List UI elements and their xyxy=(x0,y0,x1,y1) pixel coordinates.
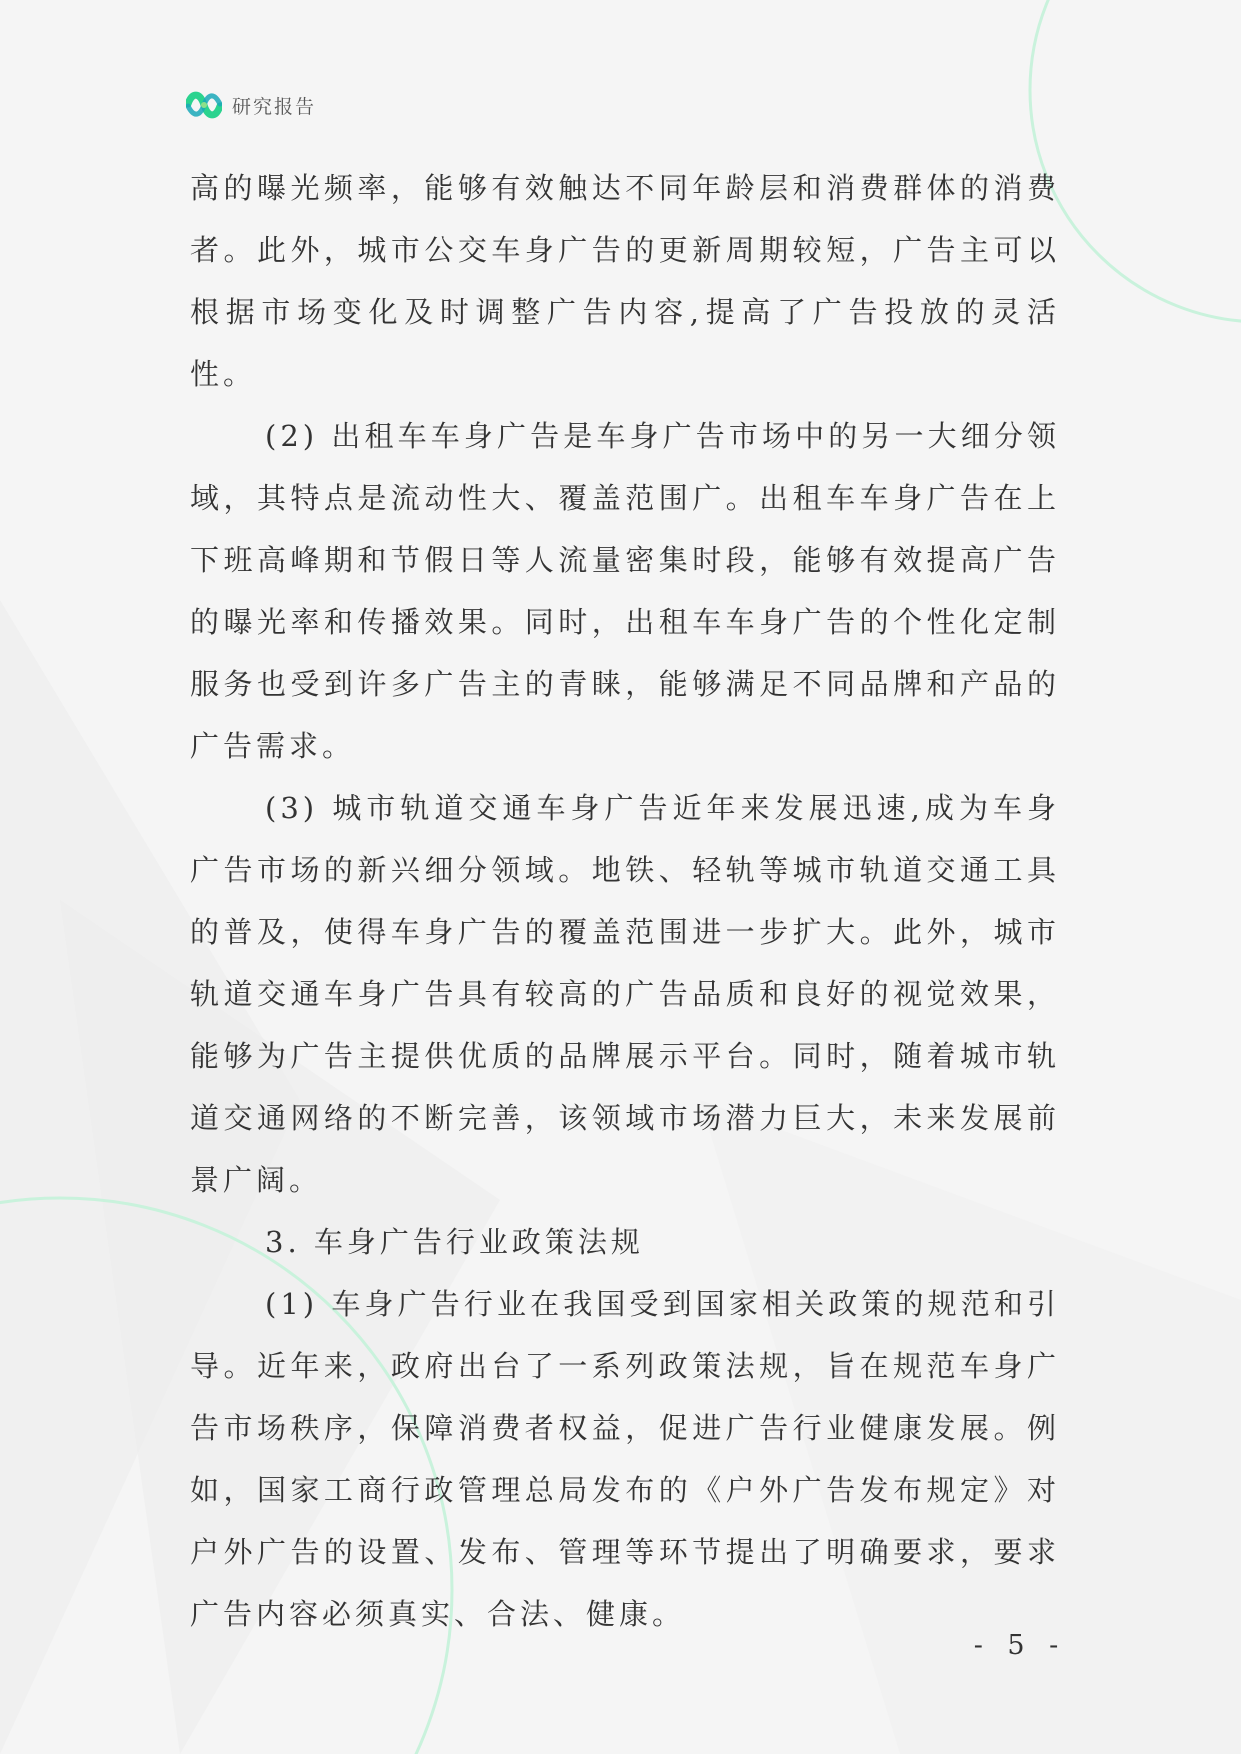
header-title: 研究报告 xyxy=(232,95,317,118)
paragraph: (2) 出租车车身广告是车身广告市场中的另一大细分领域，其特点是流动性大、覆盖范围广。出租车车身广告在上下班高峰期和节假日等人流量密集时段，能够有效提高广告的曝光率和传播效果。同时，出租车车身广告的个性化定制服务也受到许多广告主的青睐，能够满足不同品牌和产品的广告需求。 xyxy=(190,419,1060,763)
report-header xyxy=(186,88,316,122)
page-number: - 5 - xyxy=(973,1630,1067,1661)
paragraph: 高的曝光频率，能够有效触达不同年龄层和消费群体的消费者。此外，城市公交车身广告的更新周期较短，广告主可以根据市场变化及时调整广告内容,提高了广告投放的灵活性。 xyxy=(190,171,1060,391)
paragraph: (3) 城市轨道交通车身广告近年来发展迅速,成为车身广告市场的新兴细分领域。地铁、轻轨等城市轨道交通工具的普及，使得车身广告的覆盖范围进一步扩大。此外，城市轨道交通车身广告具有较高的广告品质和良好的视觉效果，能够为广告主提供优质的品牌展示平台。同时，随着城市轨道交通网络的不断完善，该领域市场潜力巨大，未来发展前景广阔。 xyxy=(190,791,1060,1197)
paragraph: (1) 车身广告行业在我国受到国家相关政策的规范和引导。近年来，政府出台了一系列政策法规，旨在规范车身广告市场秩序，保障消费者权益，促进广告行业健康发展。例如，国家工商行政管理总局发布的《户外广告发布规定》对户外广告的设置、发布、管理等环节提出了明确要求，要求广告内容必须真实、合法、健康。 xyxy=(190,1287,1060,1631)
brand-logo-icon xyxy=(186,90,222,120)
document-body xyxy=(190,157,1060,1645)
section-heading: 3. 车身广告行业政策法规 xyxy=(265,1225,644,1259)
